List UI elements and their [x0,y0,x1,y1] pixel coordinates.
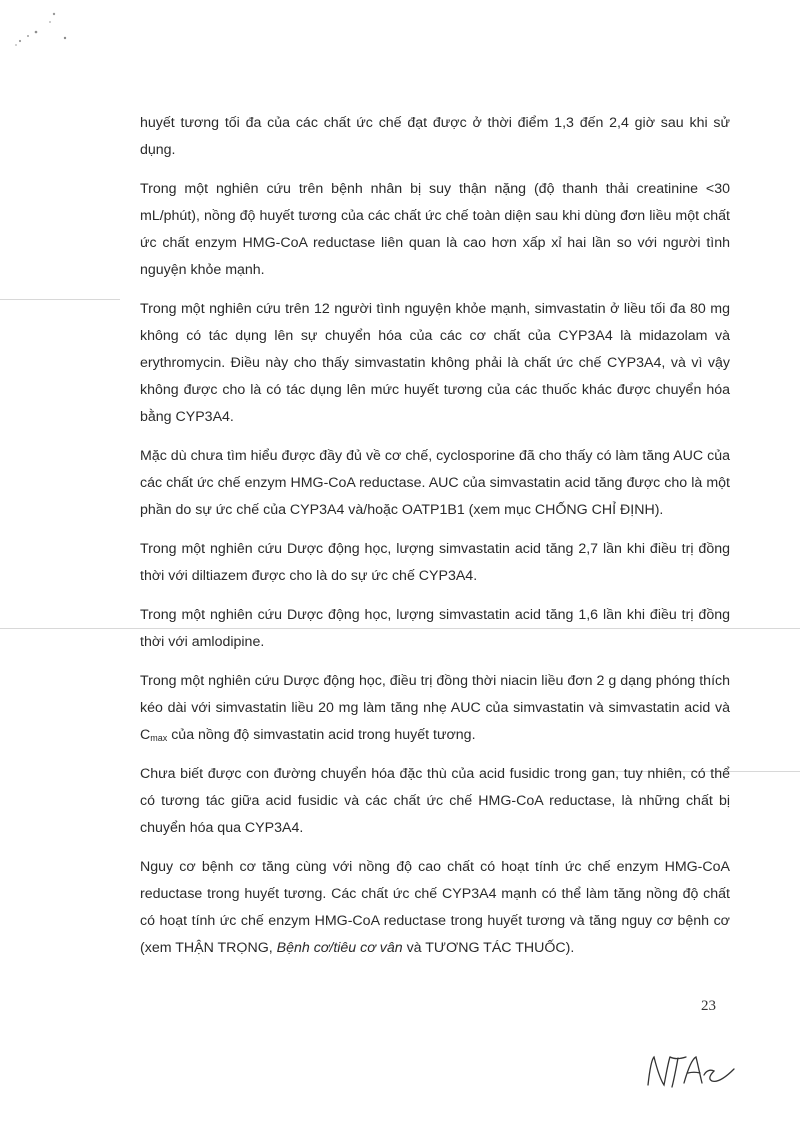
paragraph-text: Chưa biết được con đường chuyển hóa đặc thù của acid fusidic trong gan, tuy nhiên, có thể có tương tác giữa acid fusidic và các chất ức chế HMG-CoA reductase, là những chất bị chuyển hóa qua CYP3A4. [140,766,730,836]
paragraph-text: Nguy cơ bệnh cơ tăng cùng với nồng độ cao chất có hoạt tính ức chế enzym HMG-CoA reductase trong huyết tương. Các chất ức chế CYP3A4 mạnh có thể làm tăng nồng độ chất có hoạt tính ức chế enzym HMG-CoA reductase trong huyết tương và tăng nguy cơ bệnh cơ (xem THẬN TRỌNG, [140,859,730,956]
paragraph [140,668,730,749]
paragraph-text: huyết tương tối đa của các chất ức chế đạt được ở thời điểm 1,3 đến 2,4 giờ sau khi sử dụng. [140,115,730,158]
paragraph [140,602,730,656]
paragraph-text: Trong một nghiên cứu Dược động học, lượng simvastatin acid tăng 2,7 lần khi điều trị đồng thời với diltiazem được cho là do sự ức chế CYP3A4. [140,541,730,584]
paragraph-text: Trong một nghiên cứu trên bệnh nhân bị suy thận nặng (độ thanh thải creatinine <30 mL/phút), nồng độ huyết tương của các chất ức chế toàn diện sau khi dùng đơn liều một chất ức chất enzym HMG-CoA reductase liên quan là cao hơn xấp xỉ hai lần so với người tình nguyện khỏe mạnh. [140,181,730,278]
paragraph-text: Trong một nghiên cứu Dược động học, điều trị đồng thời niacin liều đơn 2 g dạng phóng thích kéo dài với simvastatin liều 20 mg làm tăng nhẹ AUC của simvastatin và simvastatin acid và C [140,673,730,743]
scan-specks [10,8,80,58]
paragraph [140,536,730,590]
document-body [140,110,730,974]
paragraph-text: Trong một nghiên cứu trên 12 người tình nguyện khỏe mạnh, simvastatin ở liều tối đa 80 mg không có tác dụng lên sự chuyển hóa của các cơ chất của CYP3A4 là midazolam và erythromycin. Điều này cho thấy simvastatin không phải là chất ức chế CYP3A4, và vì vậy không được cho là có tác dụng lên mức huyết tương của các thuốc khác được chuyển hóa bằng CYP3A4. [140,301,730,425]
paragraph [140,854,730,962]
italic-text: Bệnh cơ/tiêu cơ vân [276,940,403,956]
page-number: 23 [701,998,716,1014]
paragraph [140,443,730,524]
paragraph [140,296,730,431]
paragraph-text: của nồng độ simvastatin acid trong huyết tương. [167,727,476,743]
paragraph [140,761,730,842]
handwritten-signature-icon [640,1045,740,1105]
paragraph-text: và TƯƠNG TÁC THUỐC). [402,940,575,956]
paragraph-text: Mặc dù chưa tìm hiểu được đầy đủ về cơ chế, cyclosporine đã cho thấy có làm tăng AUC của các chất ức chế enzym HMG-CoA reductase. AUC của simvastatin acid tăng được cho là một phần do sự ức chế của CYP3A4 và/hoặc OATP1B1 (xem mục CHỐNG CHỈ ĐỊNH). [140,448,730,518]
paragraph [140,176,730,284]
scan-line [0,299,120,300]
paragraph-text: Trong một nghiên cứu Dược động học, lượng simvastatin acid tăng 1,6 lần khi điều trị đồng thời với amlodipine. [140,607,730,650]
subscript-text: max [150,733,168,743]
paragraph [140,110,730,164]
